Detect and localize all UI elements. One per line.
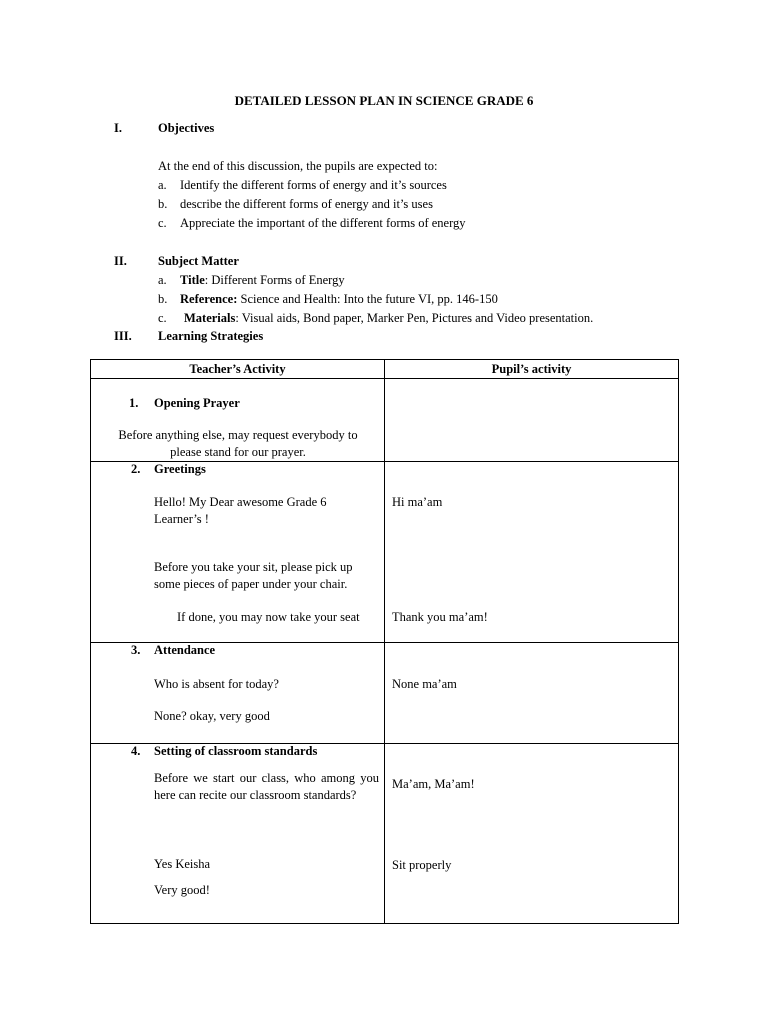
list-letter: c. bbox=[158, 216, 167, 230]
learning-strategies-heading: Learning Strategies bbox=[158, 329, 264, 343]
step-heading: Greetings bbox=[154, 462, 206, 476]
subject-item-label: Reference: bbox=[180, 292, 238, 306]
objective-item: Appreciate the important of the different forms of energy bbox=[180, 216, 466, 230]
list-letter: b. bbox=[158, 197, 168, 211]
teacher-text: Before anything else, may request everybody to bbox=[118, 428, 358, 442]
list-letter: c. bbox=[158, 311, 167, 325]
subject-item-label: Materials bbox=[184, 311, 236, 325]
subject-item-label: Title bbox=[180, 273, 205, 287]
teacher-text: Who is absent for today? bbox=[154, 677, 279, 691]
pupil-cell bbox=[385, 744, 679, 924]
subject-item bbox=[180, 273, 345, 288]
step-heading: Opening Prayer bbox=[154, 396, 240, 410]
step-number: 2. bbox=[131, 462, 141, 476]
subject-item bbox=[180, 292, 498, 307]
table-row bbox=[91, 744, 679, 924]
learning-strategies-table bbox=[90, 359, 679, 924]
objective-item: describe the different forms of energy and it’s uses bbox=[180, 197, 433, 211]
step-heading: Attendance bbox=[154, 643, 216, 657]
table-row bbox=[91, 462, 679, 643]
subject-matter-heading: Subject Matter bbox=[158, 254, 239, 268]
pupil-text: Hi ma’am bbox=[392, 495, 443, 509]
teacher-text: None? okay, very good bbox=[154, 709, 270, 723]
subject-item-text: : Visual aids, Bond paper, Marker Pen, Pictures and Video presentation. bbox=[235, 311, 594, 325]
column-header-pupil: Pupil’s activity bbox=[385, 360, 679, 379]
pupil-cell bbox=[385, 643, 679, 744]
teacher-text: some pieces of paper under your chair. bbox=[154, 577, 348, 591]
list-letter: b. bbox=[158, 292, 168, 306]
subject-item bbox=[184, 311, 593, 326]
page-title: DETAILED LESSON PLAN IN SCIENCE GRADE 6 bbox=[234, 93, 534, 108]
teacher-text: Hello! My Dear awesome Grade 6 bbox=[154, 495, 327, 509]
step-heading: Setting of classroom standards bbox=[154, 744, 318, 758]
section-numeral: I. bbox=[114, 121, 122, 135]
section-numeral: II. bbox=[114, 254, 127, 268]
table-row bbox=[91, 379, 679, 462]
step-number: 3. bbox=[131, 643, 141, 657]
teacher-cell bbox=[91, 643, 385, 744]
teacher-cell bbox=[91, 744, 385, 924]
pupil-text: None ma’am bbox=[392, 677, 457, 691]
teacher-text: Very good! bbox=[154, 883, 210, 897]
list-letter: a. bbox=[158, 178, 167, 192]
objectives-heading: Objectives bbox=[158, 121, 215, 135]
pupil-text: Ma’am, Ma’am! bbox=[392, 777, 475, 791]
pupil-cell bbox=[385, 462, 679, 643]
objective-item: Identify the different forms of energy and it’s sources bbox=[180, 178, 447, 192]
subject-item-text: Science and Health: Into the future VI, pp. 146-150 bbox=[237, 292, 498, 306]
teacher-text: please stand for our prayer. bbox=[170, 445, 306, 459]
pupil-cell bbox=[385, 379, 679, 462]
column-header-teacher: Teacher’s Activity bbox=[91, 360, 385, 379]
objectives-intro: At the end of this discussion, the pupils are expected to: bbox=[158, 159, 438, 173]
teacher-text: Before we start our class, who among you here can recite our classroom standards? bbox=[154, 771, 379, 802]
teacher-text: Before you take your sit, please pick up bbox=[154, 560, 353, 574]
pupil-text: Sit properly bbox=[392, 858, 452, 872]
step-number: 4. bbox=[131, 744, 141, 758]
teacher-cell bbox=[91, 379, 385, 462]
teacher-text: If done, you may now take your seat bbox=[177, 610, 360, 624]
teacher-cell bbox=[91, 462, 385, 643]
list-letter: a. bbox=[158, 273, 167, 287]
pupil-text: Thank you ma’am! bbox=[392, 610, 488, 624]
teacher-text: Yes Keisha bbox=[154, 857, 211, 871]
teacher-text: Learner’s ! bbox=[154, 512, 209, 526]
table-row bbox=[91, 643, 679, 744]
step-number: 1. bbox=[129, 396, 139, 410]
section-numeral: III. bbox=[114, 329, 132, 343]
subject-item-text: : Different Forms of Energy bbox=[204, 273, 345, 287]
